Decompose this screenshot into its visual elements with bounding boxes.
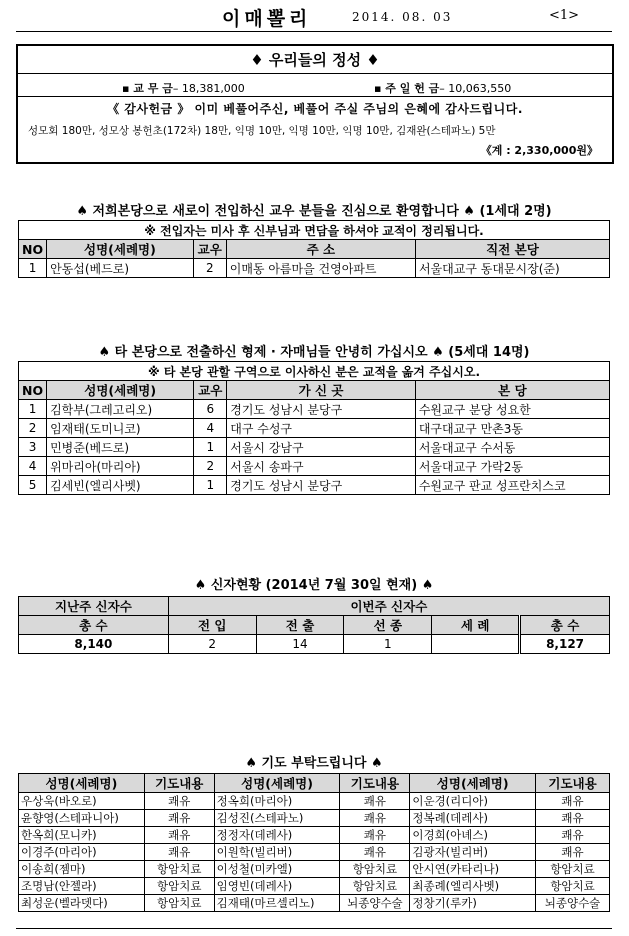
- cell-parish: 대구대교구 만촌3동: [415, 419, 609, 438]
- cell-intent: 쾌유: [340, 827, 410, 844]
- cell-intent: 쾌유: [340, 844, 410, 861]
- cell-name: 한옥희(모니카): [19, 827, 145, 844]
- col-transfer-out: 전 출: [256, 616, 344, 635]
- cell-parish: 서울대교구 가락2동: [415, 457, 609, 476]
- this-week-label: 이번주 신자수: [168, 597, 609, 616]
- cell-name: 최종례(엘리사벳): [410, 878, 536, 895]
- col-deceased: 선 종: [344, 616, 432, 635]
- newcomers-table: [18, 220, 610, 278]
- cell-name: 최성운(벨라뎃다): [19, 895, 145, 912]
- cell-name: 우상욱(바오로): [19, 793, 145, 810]
- cell-no: 4: [19, 457, 47, 476]
- cell-intent: 쾌유: [340, 810, 410, 827]
- cell-destination: 경기도 성남시 분당구: [227, 400, 416, 419]
- thanks-list: 성모회 180만, 성모상 봉헌초(172차) 18만, 익명 10만, 익명 10만, 익명 10만, 김재완(스테파노) 5만: [28, 125, 496, 137]
- cell-intent: 쾌유: [144, 844, 214, 861]
- cell-no: 1: [19, 259, 47, 278]
- table-row: [19, 476, 610, 495]
- cell-parish: 서울대교구 수서동: [415, 438, 609, 457]
- cell-name: 조명남(안젤라): [19, 878, 145, 895]
- table-row: [19, 895, 610, 912]
- offering-divider: [18, 73, 612, 74]
- col-name-3: 성명(세례명): [410, 774, 536, 793]
- cell-intent: 항암치료: [536, 861, 610, 878]
- col-prev-parish: 직전 본당: [415, 240, 609, 259]
- col-members: 교우: [194, 381, 227, 400]
- cell-intent: 항암치료: [340, 878, 410, 895]
- cell-intent: 항암치료: [340, 861, 410, 878]
- thanks-total: 《계 : 2,330,000원》: [480, 144, 598, 157]
- cell-intent: 쾌유: [144, 810, 214, 827]
- cell-transfer-in: 2: [168, 635, 256, 654]
- table-row: [19, 419, 610, 438]
- col-intent-2: 기도내용: [340, 774, 410, 793]
- table-row: [19, 438, 610, 457]
- table-row: [19, 878, 610, 895]
- cell-members: 2: [194, 457, 227, 476]
- col-intent-1: 기도내용: [144, 774, 214, 793]
- footer-divider: [16, 928, 612, 929]
- cell-intent: 항암치료: [144, 878, 214, 895]
- col-baptism: 세 례: [432, 616, 520, 635]
- cell-name: 김광자(빌리버): [410, 844, 536, 861]
- cell-intent: 항암치료: [144, 895, 214, 912]
- cell-name: 안시연(카타리나): [410, 861, 536, 878]
- cell-members: 4: [194, 419, 227, 438]
- cell-name: 정정자(데레사): [214, 827, 340, 844]
- cell-destination: 서울시 송파구: [227, 457, 416, 476]
- cell-name: 임영빈(데레사): [214, 878, 340, 895]
- cell-transfer-out: 14: [256, 635, 344, 654]
- prayer-table: [18, 773, 610, 912]
- cell-intent: 쾌유: [144, 827, 214, 844]
- cell-this-total: 8,127: [520, 635, 610, 654]
- cell-intent: 항암치료: [536, 878, 610, 895]
- col-intent-3: 기도내용: [536, 774, 610, 793]
- cell-members: 1: [194, 476, 227, 495]
- col-no: NO: [19, 240, 47, 259]
- table-row: [19, 259, 610, 278]
- col-transfer-in: 전 입: [168, 616, 256, 635]
- table-row: [19, 793, 610, 810]
- table-row: [19, 635, 610, 654]
- cell-name: 안동섭(베드로): [47, 259, 194, 278]
- stats-table: [18, 596, 610, 654]
- newsletter-date: 2014. 08. 03: [352, 10, 453, 24]
- sunday-amount: [374, 80, 511, 96]
- table-row: [19, 400, 610, 419]
- col-no: NO: [19, 381, 47, 400]
- cell-name: 위마리아(마리아): [47, 457, 194, 476]
- cell-intent: 쾌유: [340, 793, 410, 810]
- offering-box: [16, 44, 614, 164]
- cell-name: 김재태(마르셀리노): [214, 895, 340, 912]
- newsletter-title: 이매뽈리: [222, 8, 312, 30]
- departures-table: [18, 361, 610, 495]
- cell-baptism: [432, 635, 520, 654]
- header-divider: [16, 31, 612, 32]
- last-week-label: 지난주 신자수: [19, 597, 169, 616]
- cell-intent: 쾌유: [536, 827, 610, 844]
- newcomers-note: ※ 전입자는 미사 후 신부님과 면담을 하셔야 교적이 정리됩니다.: [19, 221, 610, 240]
- col-name-1: 성명(세례명): [19, 774, 145, 793]
- cell-name: 이성철(미카엘): [214, 861, 340, 878]
- cell-name: 정옥희(마리아): [214, 793, 340, 810]
- table-row: [19, 827, 610, 844]
- cbe-label: ▪ 교 무 금: [122, 82, 173, 95]
- col-name: 성명(세례명): [47, 240, 194, 259]
- col-address: 주 소: [226, 240, 415, 259]
- cell-no: 5: [19, 476, 47, 495]
- cell-no: 1: [19, 400, 47, 419]
- cell-members: 2: [193, 259, 226, 278]
- cell-intent: 뇌종양수술: [536, 895, 610, 912]
- cell-parish: 수원교구 분당 성요한: [415, 400, 609, 419]
- offering-title: ♦ 우리들의 정성 ♦: [250, 51, 380, 69]
- table-row: [19, 861, 610, 878]
- table-row: [19, 844, 610, 861]
- cell-destination: 대구 수성구: [227, 419, 416, 438]
- cell-name: 김학부(그레고리오): [47, 400, 194, 419]
- col-parish: 본 당: [415, 381, 609, 400]
- cell-parish: 서울대교구 동대문시장(준): [415, 259, 609, 278]
- cell-address: 이매동 아름마을 건영아파트: [226, 259, 415, 278]
- cell-name: 김성진(스테파노): [214, 810, 340, 827]
- cell-destination: 서울시 강남구: [227, 438, 416, 457]
- col-this-total: 총 수: [520, 616, 610, 635]
- cell-name: 이경희(아녜스): [410, 827, 536, 844]
- offering-divider-2: [18, 96, 612, 97]
- cell-parish: 수원교구 판교 성프란치스코: [415, 476, 609, 495]
- cell-members: 1: [194, 438, 227, 457]
- cell-name: 정복례(데레사): [410, 810, 536, 827]
- cell-name: 이원학(빌리버): [214, 844, 340, 861]
- table-row: [19, 457, 610, 476]
- cell-intent: 쾌유: [536, 844, 610, 861]
- cell-destination: 경기도 성남시 분당구: [227, 476, 416, 495]
- col-destination: 가 신 곳: [227, 381, 416, 400]
- cell-deceased: 1: [344, 635, 432, 654]
- cell-no: 2: [19, 419, 47, 438]
- page-number: <1>: [549, 8, 580, 23]
- departures-title: ♠ 타 본당으로 전출하신 형제 · 자매님들 안녕히 가십시오 ♠ (5세대 14명): [98, 345, 530, 360]
- cell-name: 이경주(마리아): [19, 844, 145, 861]
- stats-title: ♠ 신자현황 (2014년 7월 30일 현재) ♠: [194, 578, 434, 593]
- cbe-amount: [122, 80, 245, 96]
- thanks-title: 《 감사헌금 》 이미 베풀어주신, 베풀어 주실 주님의 은혜에 감사드립니다.: [107, 102, 523, 116]
- cell-name: 임재태(도미니코): [47, 419, 194, 438]
- col-name-2: 성명(세례명): [214, 774, 340, 793]
- newcomers-title: ♠ 저희본당으로 새로이 전입하신 교우 분들을 진심으로 환영합니다 ♠ (1세대 2명): [76, 204, 552, 219]
- cell-name: 정창기(루카): [410, 895, 536, 912]
- col-name: 성명(세례명): [47, 381, 194, 400]
- cell-intent: 쾌유: [536, 810, 610, 827]
- col-members: 교우: [193, 240, 226, 259]
- cell-name: 민병준(베드로): [47, 438, 194, 457]
- sunday-label: ▪ 주 일 헌 금: [374, 82, 440, 95]
- prayer-title: ♠ 기도 부탁드립니다 ♠: [245, 756, 383, 771]
- cell-intent: 항암치료: [144, 861, 214, 878]
- cell-name: 윤향영(스테파니아): [19, 810, 145, 827]
- cbe-value: – 18,381,000: [172, 82, 245, 95]
- cell-name: 이송희(젬마): [19, 861, 145, 878]
- cell-intent: 쾌유: [144, 793, 214, 810]
- cell-name: 김세빈(엘리사벳): [47, 476, 194, 495]
- cell-no: 3: [19, 438, 47, 457]
- table-row: [19, 810, 610, 827]
- cell-last-total: 8,140: [19, 635, 169, 654]
- sunday-value: – 10,063,550: [439, 82, 512, 95]
- departures-note: ※ 타 본당 관할 구역으로 이사하신 분은 교적을 옮겨 주십시오.: [19, 362, 610, 381]
- cell-members: 6: [194, 400, 227, 419]
- cell-name: 이운경(리디아): [410, 793, 536, 810]
- cell-intent: 쾌유: [536, 793, 610, 810]
- cell-intent: 뇌종양수술: [340, 895, 410, 912]
- col-last-total: 총 수: [19, 616, 169, 635]
